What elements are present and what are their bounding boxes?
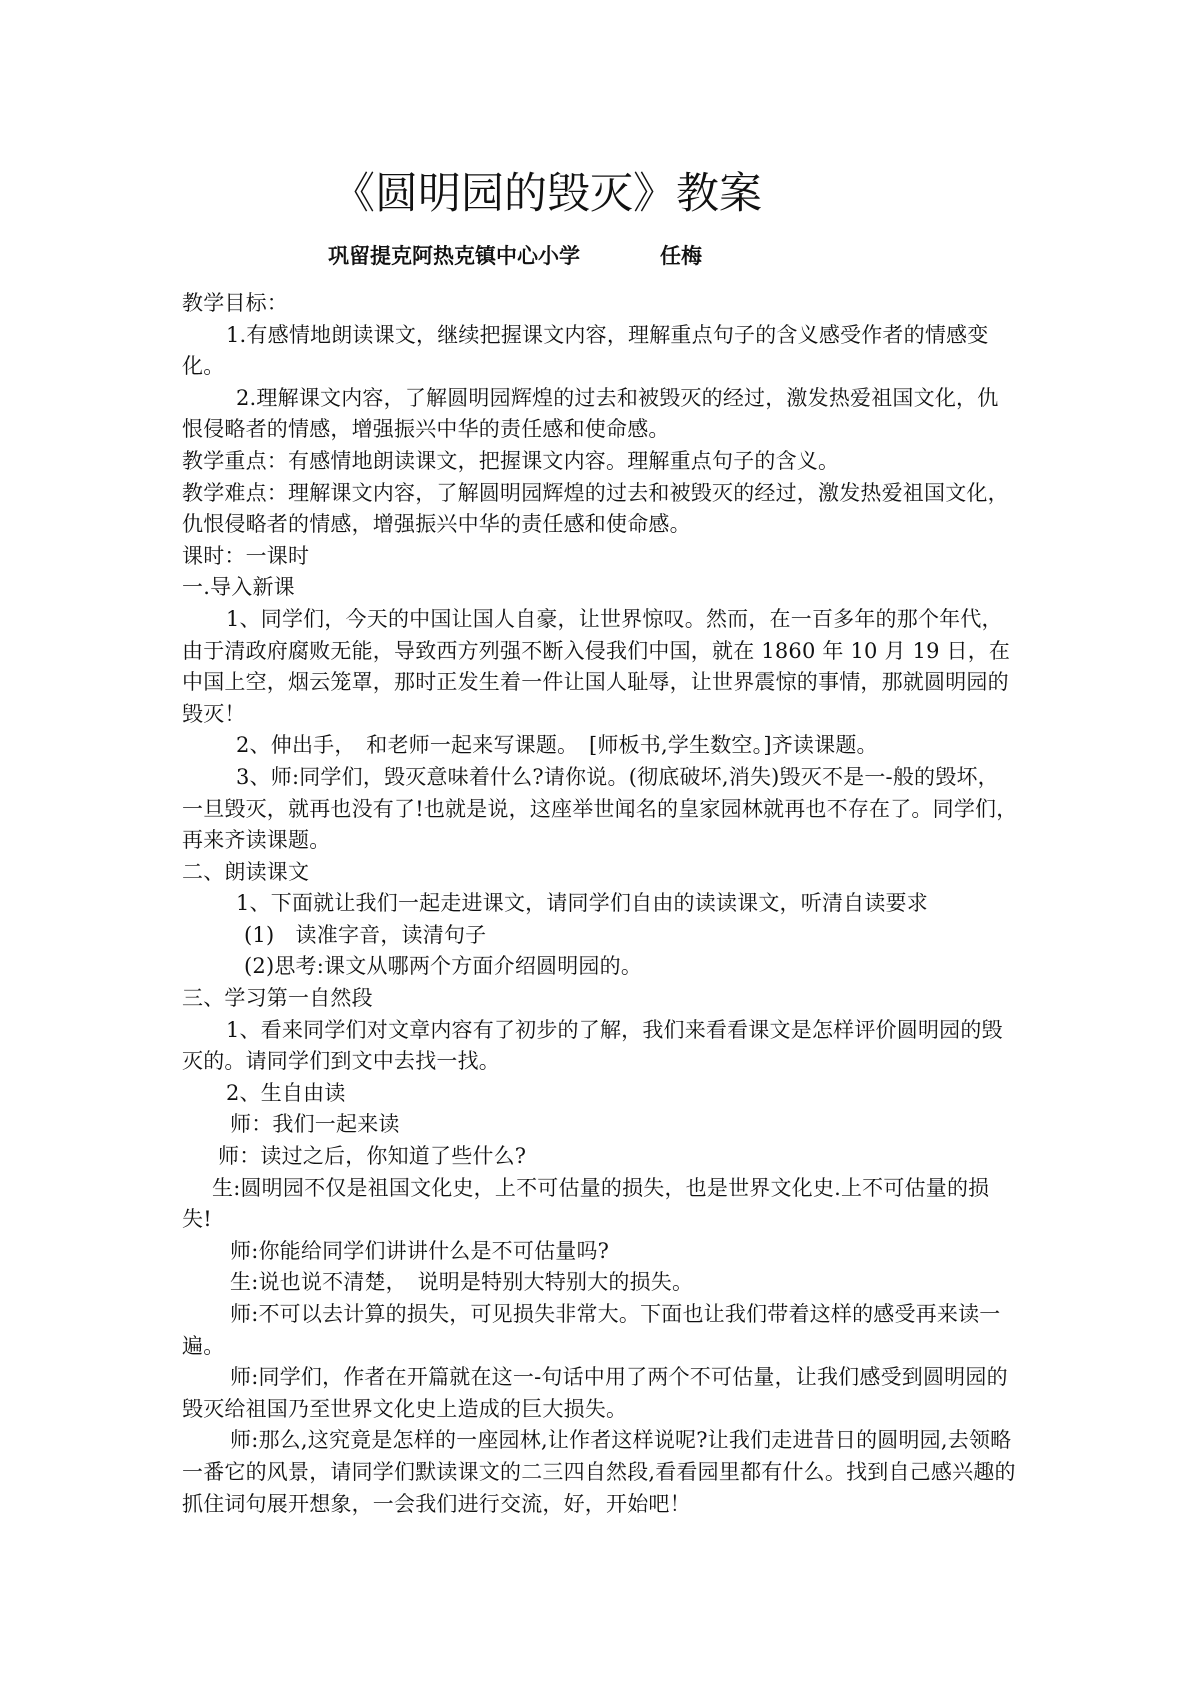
paragraph: 师:不可以去计算的损失，可见损失非常大。下面也让我们带着这样的感受再来读一遍。 <box>182 1302 1001 1358</box>
difficult-point: 教学难点：理解课文内容，了解圆明园辉煌的过去和被毁灭的经过，激发热爱祖国文化，仇恨侵略者的情感，增强振兴中华的责任感和使命感。 <box>182 480 1009 537</box>
paragraph: 1、看来同学们对文章内容有了初步的了解，我们来看看课文是怎样评价圆明园的毁灭的。请同学们到文中去找一找。 <box>182 1017 1003 1074</box>
paragraph: 师：我们一起来读 <box>230 1112 400 1137</box>
section-heading-2: 二、朗读课文 <box>182 859 310 884</box>
byline <box>182 238 1018 274</box>
document-body <box>182 288 1018 1520</box>
key-point: 教学重点：有感情地朗读课文，把握课文内容。理解重点句子的含义。 <box>182 448 840 473</box>
paragraph: 2、伸出手， 和老师一起来写课题。 [师板书,学生数空。]齐读课题。 <box>236 733 878 758</box>
paragraph: 师:那么,这究竟是怎样的一座园林,让作者这样说呢?让我们走进昔日的圆明园,去领略一番它的风景，请同学们默读课文的二三四自然段,看看园里都有什么。找到自己感兴趣的抓住词句展开想象，一会我们进行交流，好，开始吧！ <box>182 1428 1016 1516</box>
paragraph: 2、生自由读 <box>226 1080 346 1105</box>
paragraph: 师:同学们，作者在开篇就在这一-句话中用了两个不可估量，让我们感受到圆明园的毁灭给祖国乃至世界文化史上造成的巨大损失。 <box>182 1365 1008 1421</box>
document-title: 《圆明园的毁灭》教案 <box>332 169 762 219</box>
paragraph: 师：读过之后，你知道了些什么? <box>218 1144 527 1169</box>
paragraph: 3、师:同学们，毁灭意味着什么?请你说。(彻底破坏,消失)毁灭不是一-般的毁坏，一旦毁灭，就再也没有了!也就是说，这座举世闻名的皇家园林就再也不存在了。同学们，再来齐读课题。 <box>182 764 1018 853</box>
section-heading-1: 一.导入新课 <box>182 575 295 600</box>
author-name: 任梅 <box>660 244 702 268</box>
paragraph: 生:说也说不清楚， 说明是特别大特别大的损失。 <box>230 1270 694 1295</box>
paragraph: 生:圆明园不仅是祖国文化史，上不可估量的损失，也是世界文化史.上不可估量的损失! <box>182 1175 990 1232</box>
objective-1: 1.有感情地朗读课文，继续把握课文内容，理解重点句子的含义感受作者的情感变化。 <box>182 322 989 379</box>
section-heading-3: 三、学习第一自然段 <box>182 986 373 1011</box>
paragraph: 师:你能给同学们讲讲什么是不可估量吗? <box>230 1238 610 1263</box>
school-name: 巩留提克阿热克镇中心小学 <box>328 244 580 268</box>
paragraph: 1、下面就让我们一起走进课文，请同学们自由的读读课文，听清自读要求 <box>236 891 928 916</box>
list-item: (1) 读准字音，读清句子 <box>244 922 487 947</box>
class-hours: 课时：一课时 <box>182 543 310 568</box>
list-item: (2)思考:课文从哪两个方面介绍圆明园的。 <box>244 954 643 979</box>
document-page <box>182 160 1018 1660</box>
paragraph: 1、同学们，今天的中国让国人自豪，让世界惊叹。然而，在一百多年的那个年代，由于清政府腐败无能，导致西方列强不断入侵我们中国，就在 1860 年 10 月 19 日，在中国上空，烟云笼罩，那时正发生着一件让国人耻辱，让世界震惊的事情，那就圆明园的毁灭！ <box>182 606 1011 726</box>
heading-objectives: 教学目标： <box>182 291 288 315</box>
objective-2: 2.理解课文内容，了解圆明园辉煌的过去和被毁灭的经过，激发热爱祖国文化，仇恨侵略者的情感，增强振兴中华的责任感和使命感。 <box>182 385 999 442</box>
